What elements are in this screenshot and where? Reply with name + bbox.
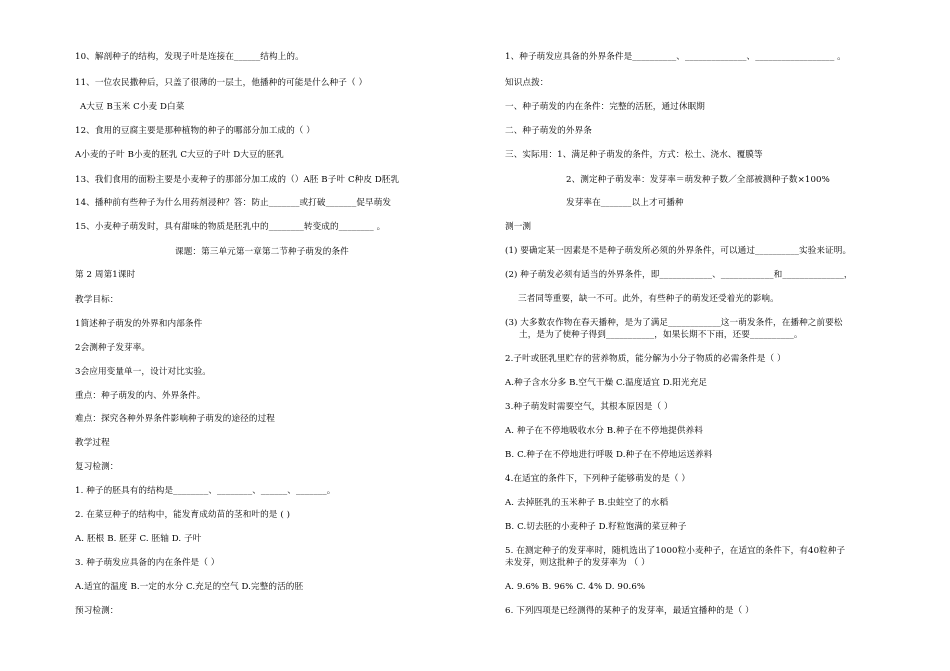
difficult-point: 难点：探究各种外界条件影响种子萌发的途径的过程 (75, 414, 275, 424)
question-12: 12、食用的豆腐主要是那种植物的种子的哪部分加工成的（ ） (75, 126, 316, 136)
test-item-2-cont: 三者同等重要，缺一不可。此外，有些种子的萌发还受着光的影响。 (518, 294, 779, 304)
test-item-2: (2) 种子萌发必须有适当的外界条件，即____________、____________和______________， (505, 270, 853, 280)
objective-1: 1简述种子萌发的外界和内部条件 (75, 319, 203, 329)
mc-question-5: 5. 在测定种子的发芽率时，随机选出了1000粒小麦种子，在适宜的条件下，有40粒种子 (505, 546, 846, 556)
mc-question-4-options-ab: A. 去掉胚乳的玉米种子 B.虫蛀空了的水稻 (505, 498, 669, 508)
germination-rate-formula: 2、测定种子萌发率：发芽率＝萌发种子数／全部被测种子数×100% (566, 175, 830, 185)
mc-question-4: 4.在适宜的条件下，下列种子能够萌发的是（ ） (505, 474, 691, 484)
review-question-3: 3. 种子萌发应具备的内在条件是（ ） (75, 558, 220, 568)
knowledge-point-3: 三、实际用：1、满足种子萌发的条件，方式：松土、浇水、覆膜等 (505, 150, 763, 160)
test-item-1: (1) 要确定某一因素是不是种子萌发所必须的外界条件，可以通过__________实验来证明。 (505, 246, 852, 256)
week-label: 第 2 周第1课时 (75, 270, 136, 280)
question-11-options: A大豆 B玉米 C小麦 D白菜 (80, 102, 185, 112)
objective-2: 2会测种子发芽率。 (75, 343, 151, 353)
mc-question-3: 3.种子萌发时需要空气，其根本原因是（ ） (505, 402, 673, 412)
review-question-1: 1. 种子的胚具有的结构是________、________、______、_______。 (75, 486, 336, 496)
review-question-2: 2. 在菜豆种子的结构中，能发育成幼苗的茎和叶的是 ( ) (75, 510, 291, 520)
test-item-3-cont: 土，是为了使种子得到___________，如果长期不下雨，还要__________。 (519, 330, 803, 340)
question-13: 13、我们食用的面粉主要是小麦种子的那部分加工成的（）A胚 B子叶 C种皮 D胚乳 (75, 175, 400, 185)
test-item-3: (3) 大多数农作物在春天播种，是为了满足____________这一萌发条件，在播种之前要松 (505, 318, 843, 328)
review-heading: 复习检测： (75, 462, 119, 472)
mc-question-2-options: A.种子含水分多 B.空气干燥 C.温度适宜 D.阳光充足 (505, 378, 708, 388)
germination-rate-threshold: 发芽率在_______以上才可播种 (566, 198, 684, 208)
question-12-options: A小麦的子叶 B小麦的胚乳 C大豆的子叶 D大豆的胚乳 (75, 150, 284, 160)
mc-question-2: 2.子叶或胚乳里贮存的营养物质，能分解为小分子物质的必需条件是（ ） (505, 354, 786, 364)
knowledge-point-1: 一、种子萌发的内在条件：完整的活胚，通过休眠期 (505, 102, 705, 112)
mc-question-5-options: A. 9.6% B. 96% C. 4% D. 90.6% (505, 582, 646, 592)
review-question-3-options: A.适宜的温度 B.一定的水分 C.充足的空气 D.完整的活的胚 (75, 582, 304, 592)
question-10: 10、解剖种子的结构，发现子叶是连接在______结构上的。 (75, 52, 304, 62)
key-point: 重点：种子萌发的内、外界条件。 (75, 391, 206, 401)
preview-question-1: 1、种子萌发应具备的外界条件是__________、______________、__________________ 。 (505, 52, 846, 62)
question-11: 11、一位农民撒种后，只盖了很薄的一层土，他播种的可能是什么种子（ ） (75, 78, 368, 88)
mc-question-5-cont: 未发芽，则这批种子的发芽率为 （ ） (505, 558, 650, 568)
objective-3: 3会应用变量单一，设计对比实验。 (75, 367, 211, 377)
mc-question-3-options-cd: B. C.种子在不停地进行呼吸 D.种子在不停地运送养料 (505, 450, 713, 460)
test-heading: 测一测 (505, 222, 532, 232)
objectives-heading: 教学目标： (75, 295, 119, 305)
question-15: 15、小麦种子萌发时，具有甜味的物质是胚乳中的________转变成的________ 。 (75, 222, 386, 232)
preview-heading: 预习检测： (75, 606, 119, 616)
process-heading: 教学过程 (75, 438, 110, 448)
lesson-title: 课题：第三单元第一章第二节种子萌发的条件 (175, 247, 349, 257)
knowledge-heading: 知识点拨： (505, 78, 549, 88)
mc-question-4-options-cd: B. C.切去胚的小麦种子 D.籽粒饱满的菜豆种子 (505, 522, 687, 532)
knowledge-point-2: 二、种子萌发的外界条 (505, 126, 592, 136)
review-question-2-options: A. 胚根 B. 胚芽 C. 胚轴 D. 子叶 (75, 534, 202, 544)
mc-question-6: 6. 下列四项是已经测得的某种子的发芽率，最适宜播种的是（ ） (505, 606, 754, 616)
mc-question-3-options-ab: A. 种子在不停地吸收水分 B.种子在不停地提供养料 (505, 426, 703, 436)
question-14: 14、播种前有些种子为什么用药剂浸种？答：防止_______或打破_______促早萌发 (75, 198, 392, 208)
